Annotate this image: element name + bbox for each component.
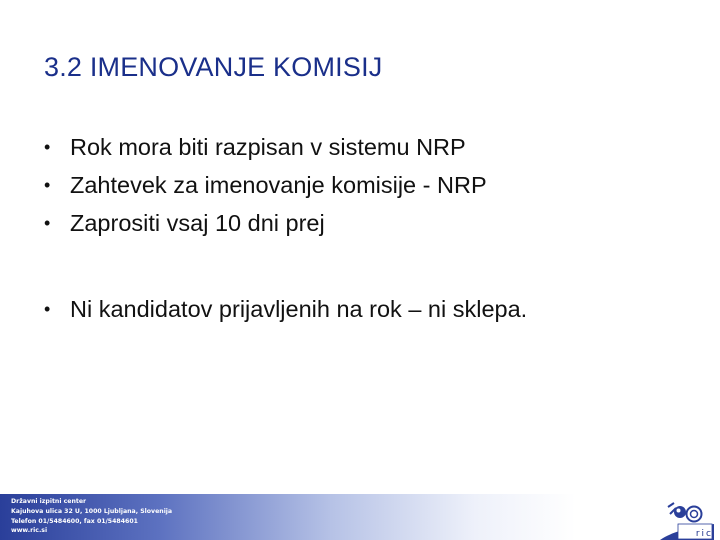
- bullet-list: [44, 133, 527, 333]
- logo-label: ric: [695, 529, 713, 539]
- bullet-text: Rok mora biti razpisan v sistemu NRP: [70, 134, 466, 160]
- footer-web: www.ric.si: [11, 527, 48, 535]
- bullet-text: Zahtevek za imenovanje komisije - NRP: [70, 172, 487, 198]
- bullet-marker: •: [44, 213, 51, 233]
- bullet-item: [44, 295, 527, 333]
- bullet-text: Zaprositi vsaj 10 dni prej: [70, 210, 325, 236]
- bullet-item: [44, 133, 527, 171]
- bullet-item: [44, 209, 527, 247]
- bullet-marker: •: [44, 137, 51, 157]
- footer: [0, 494, 720, 540]
- footer-org: Državni izpitni center: [11, 498, 87, 505]
- bullet-item: [44, 171, 527, 209]
- slide-title: 3.2 IMENOVANJE KOMISIJ: [44, 52, 383, 82]
- footer-phone: Telefon 01/5484600, fax 01/5484601: [11, 517, 138, 525]
- bullet-marker: •: [44, 299, 51, 319]
- footer-address: Kajuhova ulica 32 U, 1000 Ljubljana, Slovenija: [11, 507, 173, 515]
- footer-contact: [11, 497, 172, 536]
- bullet-text: Ni kandidatov prijavljenih na rok – ni sklepa.: [70, 296, 528, 322]
- bullet-marker: •: [44, 175, 51, 195]
